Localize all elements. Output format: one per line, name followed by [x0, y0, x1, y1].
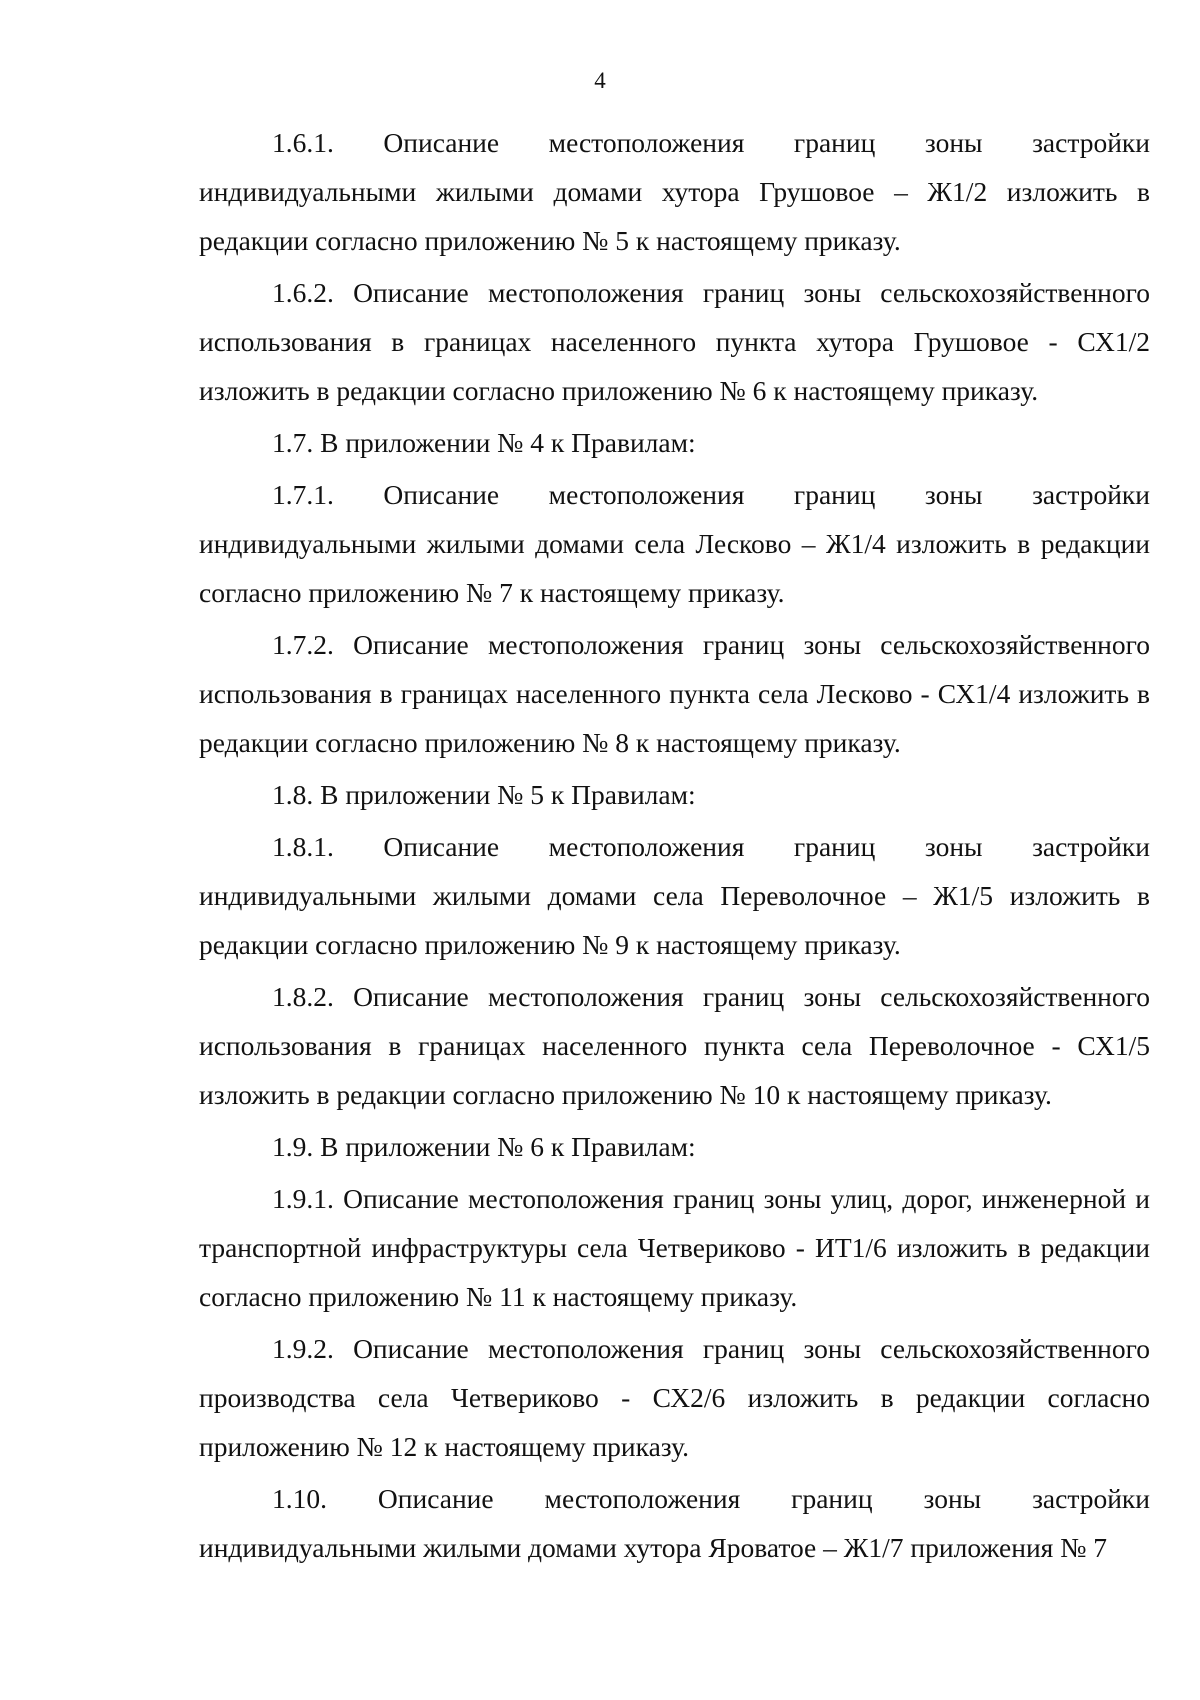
- document-body: [199, 118, 1150, 1575]
- paragraph-1-6-2: 1.6.2. Описание местоположения границ зоны сельскохозяйственного использования в границах населенного пункта хутора Грушовое - СХ1/2 изложить в редакции согласно приложению № 6 к настоящему приказу.: [199, 277, 1150, 406]
- paragraph-1-7-heading: 1.7. В приложении № 4 к Правилам:: [272, 427, 696, 458]
- paragraph-1-10: 1.10. Описание местоположения границ зоны застройки индивидуальными жилыми домами хутора Яроватое – Ж1/7 приложения № 7: [199, 1483, 1150, 1563]
- page-number: 4: [594, 68, 606, 93]
- paragraph-1-7-1: 1.7.1. Описание местоположения границ зоны застройки индивидуальными жилыми домами села Лесково – Ж1/4 изложить в редакции согласно приложению № 7 к настоящему приказу.: [199, 479, 1150, 608]
- paragraph-1-6-1: 1.6.1. Описание местоположения границ зоны застройки индивидуальными жилыми домами хутора Грушовое – Ж1/2 изложить в редакции согласно приложению № 5 к настоящему приказу.: [199, 127, 1150, 256]
- paragraph-1-7-2: 1.7.2. Описание местоположения границ зоны сельскохозяйственного использования в границах населенного пункта села Лесково - СХ1/4 изложить в редакции согласно приложению № 8 к настоящему приказу.: [199, 629, 1150, 758]
- paragraph-1-8-1: 1.8.1. Описание местоположения границ зоны застройки индивидуальными жилыми домами села Переволочное – Ж1/5 изложить в редакции согласно приложению № 9 к настоящему приказу.: [199, 831, 1150, 960]
- paragraph-1-8-heading: 1.8. В приложении № 5 к Правилам:: [272, 779, 696, 810]
- paragraph-1-9-heading: 1.9. В приложении № 6 к Правилам:: [272, 1131, 696, 1162]
- paragraph-1-8-2: 1.8.2. Описание местоположения границ зоны сельскохозяйственного использования в границах населенного пункта села Переволочное - СХ1/5 изложить в редакции согласно приложению № 10 к настоящему приказу.: [199, 981, 1150, 1110]
- paragraph-1-9-2: 1.9.2. Описание местоположения границ зоны сельскохозяйственного производства села Четвериково - СХ2/6 изложить в редакции согласно приложению № 12 к настоящему приказу.: [199, 1333, 1150, 1462]
- paragraph-1-9-1: 1.9.1. Описание местоположения границ зоны улиц, дорог, инженерной и транспортной инфраструктуры села Четвериково - ИТ1/6 изложить в редакции согласно приложению № 11 к настоящему приказу.: [199, 1183, 1150, 1312]
